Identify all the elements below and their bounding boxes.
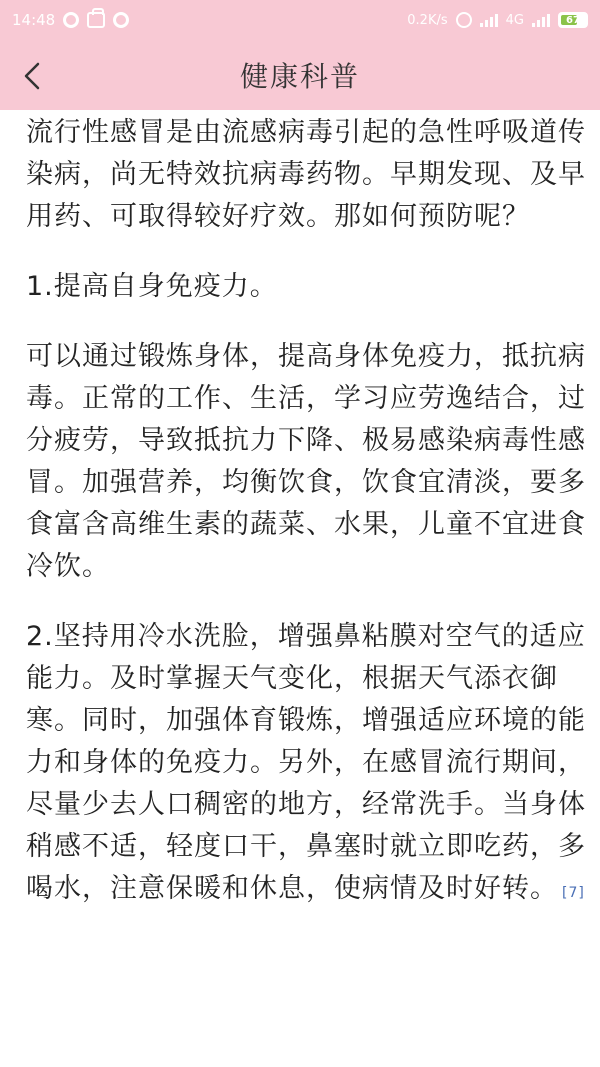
article-paragraph-1: 可以通过锻炼身体，提高身体免疫力，抵抗病毒。正常的工作、生活，学习应劳逸结合，过分疲劳，导致抵抗力下降、极易感染病毒性感冒。加强营养，均衡饮食，饮食宜清淡，要多食富含高维生素的蔬菜、水果，儿童不宜进食冷饮。 (26, 341, 586, 582)
page-title: 健康科普 (239, 60, 360, 93)
notification-circle-icon (63, 12, 79, 28)
back-button[interactable] (14, 58, 50, 94)
battery-icon (558, 12, 588, 28)
signal-icon-1 (480, 13, 498, 27)
network-speed: 0.2K/s (407, 12, 448, 28)
shopping-bag-icon (87, 12, 105, 28)
article-content (26, 112, 586, 942)
header (0, 40, 600, 110)
status-bar (0, 0, 600, 40)
reference-link[interactable]: [7] (562, 885, 585, 901)
alarm-icon (456, 12, 472, 28)
notification-dot-icon (113, 12, 129, 28)
battery-level: 67 (566, 14, 580, 26)
article-heading-1: 1.提高自身免疫力。 (26, 271, 278, 302)
network-type: 4G (505, 12, 524, 28)
status-left (12, 11, 129, 29)
article-paragraph-intro: 流行性感冒是由流感病毒引起的急性呼吸道传染病，尚无特效抗病毒药物。早期发现、及早用药、可取得较好疗效。那如何预防呢？ (26, 117, 586, 232)
article-paragraph-2-text: 2.坚持用冷水洗脸，增强鼻粘膜对空气的适应能力。及时掌握天气变化，根据天气添衣御寒。同时，加强体育锻炼，增强适应环境的能力和身体的免疫力。另外，在感冒流行期间，尽量少去人口稠密的地方，经常洗手。当身体稍感不适，轻度口干，鼻塞时就立即吃药，多喝水，注意保暖和休息，使病情及时好转。 (26, 621, 586, 904)
article-paragraph-2 (26, 616, 586, 914)
status-time: 14:48 (12, 11, 56, 29)
signal-icon-2 (532, 13, 550, 27)
status-right (407, 12, 588, 28)
chevron-left-icon (21, 61, 43, 91)
